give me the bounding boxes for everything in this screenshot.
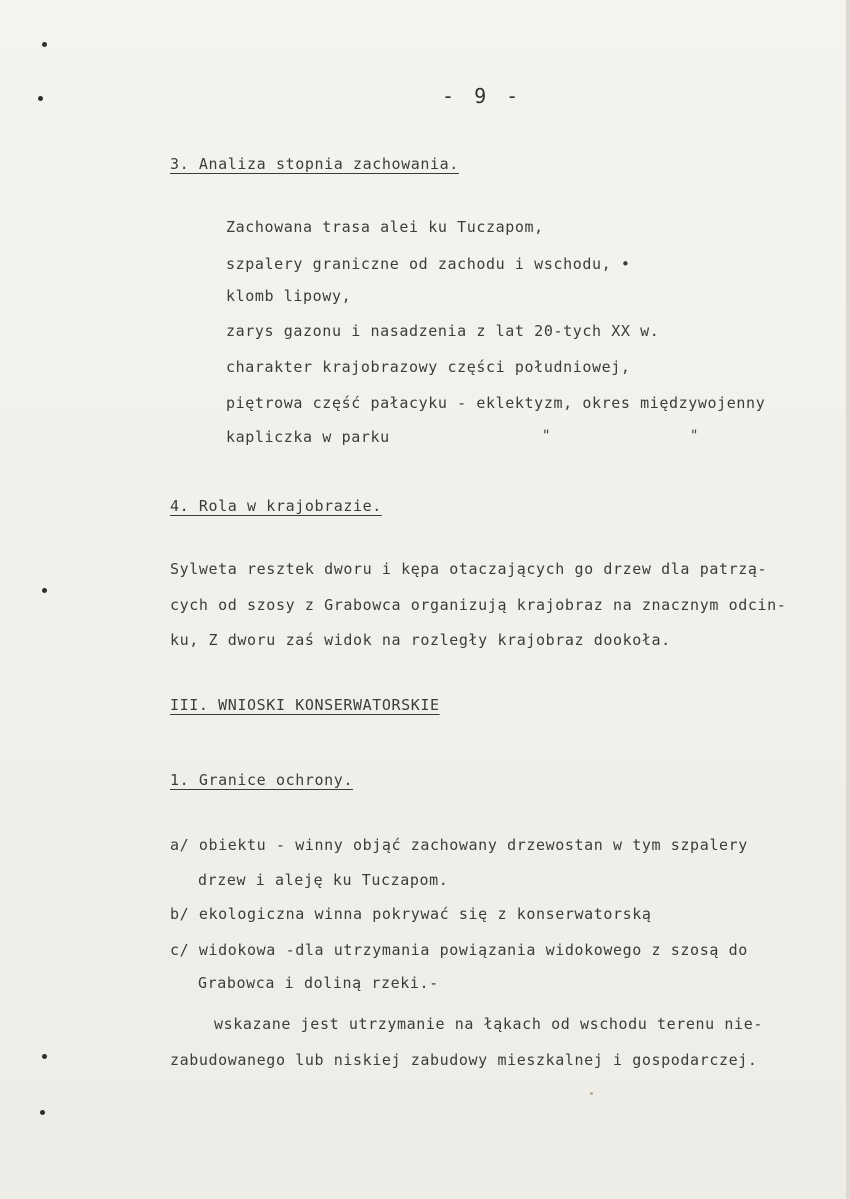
section-1-heading: 1. Granice ochrony. bbox=[170, 771, 353, 789]
section-3-item: szpalery graniczne od zachodu i wschodu, • bbox=[226, 255, 631, 273]
section-1-line: Grabowca i doliną rzeki.- bbox=[198, 974, 439, 992]
binder-hole bbox=[42, 588, 47, 593]
section-3-item: kapliczka w parku bbox=[226, 428, 390, 446]
part-3-heading: III. WNIOSKI KONSERWATORSKIE bbox=[170, 696, 440, 714]
section-1-line: drzew i aleję ku Tuczapom. bbox=[198, 871, 449, 889]
section-1-line: b/ ekologiczna winna pokrywać się z konserwatorską bbox=[170, 905, 652, 923]
section-3-item: zarys gazonu i nasadzenia z lat 20-tych XX w. bbox=[226, 322, 660, 340]
binder-hole bbox=[38, 96, 43, 101]
section-4-line: cych od szosy z Grabowca organizują krajobraz na znacznym odcin- bbox=[170, 596, 787, 614]
section-1-line: zabudowanego lub niskiej zabudowy mieszkalnej i gospodarczej. bbox=[170, 1051, 758, 1069]
page-edge bbox=[846, 0, 850, 1199]
binder-hole bbox=[42, 42, 47, 47]
ditto-mark: " bbox=[690, 428, 699, 444]
section-1-line: wskazane jest utrzymanie na łąkach od wschodu terenu nie- bbox=[214, 1015, 763, 1033]
section-4-heading: 4. Rola w krajobrazie. bbox=[170, 497, 382, 515]
section-3-item: charakter krajobrazowy części południowej, bbox=[226, 358, 631, 376]
section-4-line: ku, Z dworu zaś widok na rozległy krajobraz dookoła. bbox=[170, 631, 671, 649]
page-number: - 9 - bbox=[442, 84, 523, 108]
binder-hole bbox=[40, 1110, 45, 1115]
section-4-line: Sylweta resztek dworu i kępa otaczających go drzew dla patrzą- bbox=[170, 560, 768, 578]
binder-hole bbox=[42, 1054, 47, 1059]
ditto-mark: " bbox=[542, 428, 551, 444]
section-1-line: a/ obiektu - winny objąć zachowany drzewostan w tym szpalery bbox=[170, 836, 748, 854]
section-3-item: piętrowa część pałacyku - eklektyzm, okres międzywojenny bbox=[226, 394, 766, 412]
section-1-line: c/ widokowa -dla utrzymania powiązania widokowego z szosą do bbox=[170, 941, 748, 959]
paper-speck bbox=[590, 1092, 593, 1095]
section-3-heading: 3. Analiza stopnia zachowania. bbox=[170, 155, 459, 173]
section-3-item: klomb lipowy, bbox=[226, 287, 352, 305]
section-3-item: Zachowana trasa alei ku Tuczapom, bbox=[226, 218, 544, 236]
